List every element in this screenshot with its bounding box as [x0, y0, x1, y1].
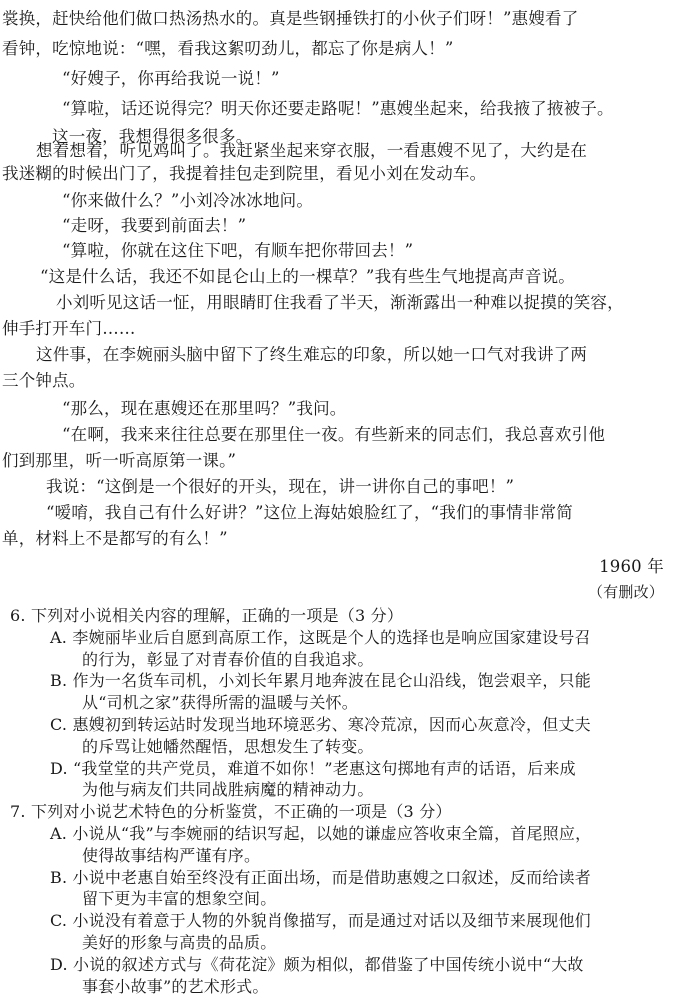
- passage-line: 三个钟点。: [2, 371, 86, 390]
- passage-line: 我迷糊的时候出门了，我提着挂包走到院里，看见小刘在发动车。: [2, 164, 487, 183]
- q7-option-c1: C. 小说没有着意于人物的外貌肖像描写，而是通过对话以及细节来展现他们: [50, 911, 591, 931]
- passage-line: 这一夜，我想得很多很多。: [52, 127, 253, 146]
- q7-option-d2: 事套小故事”的艺术形式。: [82, 976, 269, 996]
- q6-stem: 6. 下列对小说相关内容的理解，正确的一项是（3 分）: [10, 606, 404, 625]
- q6-option-d1: D. “我堂堂的共产党员，难道不如你！”老惠这句掷地有声的话语，后来成: [50, 758, 576, 778]
- q7-option-a1: A. 小说从“我”与李婉丽的结识写起，以她的谦虚应答收束全篇，首尾照应，: [50, 824, 592, 843]
- q7-option-b2: 留下更为丰富的想象空间。: [82, 889, 277, 909]
- passage-line: “走呀，我要到前面去！”: [62, 216, 247, 235]
- q7-option-d1: D. 小说的叙述方式与《荷花淀》颇为相似，都借鉴了中国传统小说中“大故: [50, 954, 584, 974]
- q6-option-c2: 的斥骂让她幡然醒悟，思想发生了转变。: [82, 736, 374, 756]
- passage-note: （有删改）: [587, 583, 664, 601]
- passage-line: 小刘听见这话一怔，用眼睛盯住我看了半天，渐渐露出一种难以捉摸的笑容，: [56, 293, 624, 312]
- passage-line: “嗳唷，我自己有什么好讲？”这位上海姑娘脸红了，“我们的事情非常简: [46, 503, 573, 522]
- passage-line: 我说：“这倒是一个很好的开头，现在，讲一讲你自己的事吧！”: [46, 477, 515, 496]
- q6-option-a2: 的行为，彰显了对青春价值的自我追求。: [82, 649, 374, 669]
- passage-line: 单，材料上不是都写的有么！”: [2, 529, 228, 548]
- passage-line: 伸手打开车门……: [2, 319, 136, 338]
- q6-option-b1: B. 作为一名货车司机，小刘长年累月地奔波在昆仑山沿线，饱尝艰辛，只能: [50, 671, 591, 691]
- passage-line: “这是什么话，我还不如昆仑山上的一棵草？”我有些生气地提高声音说。: [40, 267, 575, 286]
- passage-line: 这件事，在李婉丽头脑中留下了终生难忘的印象，所以她一口气对我讲了两: [36, 345, 588, 364]
- q6-option-a1: A. 李婉丽毕业后自愿到高原工作，这既是个人的选择也是响应国家建设号召: [50, 627, 591, 647]
- passage-line: 裳换，赶快给他们做口热汤热水的。真是些钢捶铁打的小伙子们呀！”惠嫂看了: [2, 9, 579, 28]
- passage-line: 想着想着，听见鸡叫了。我赶紧坐起来穿衣服，一看惠嫂不见了，大约是在: [36, 141, 588, 160]
- passage-line: “那么，现在惠嫂还在那里吗？”我问。: [62, 399, 347, 418]
- passage-line: “算啦，话还说得完？明天你还要走路呢！”惠嫂坐起来，给我掖了掖被子。: [62, 99, 614, 118]
- passage-line: “你来做什么？”小刘冷冰冰地问。: [62, 191, 314, 210]
- passage-line: 看钟，吃惊地说：“嘿，看我这絮叨劲儿，都忘了你是病人！”: [2, 39, 454, 58]
- q7-stem: 7. 下列对小说艺术特色的分析鉴赏，不正确的一项是（3 分）: [10, 802, 452, 822]
- q6-option-c1: C. 惠嫂初到转运站时发现当地环境恶劣、寒冷荒凉，因而心灰意冷，但丈夫: [50, 715, 591, 734]
- q6-option-b2: 从“司机之家”获得所需的温暖与关怀。: [82, 693, 358, 713]
- passage-year: 1960 年: [599, 557, 664, 576]
- passage-line: “在啊，我来来往往总要在那里住一夜。有些新来的同志们，我总喜欢引他: [62, 425, 606, 444]
- passage-line: “算啦，你就在这住下吧，有顺车把你带回去！”: [62, 241, 414, 260]
- q7-option-b1: B. 小说中老惠自始至终没有正面出场，而是借助惠嫂之口叙述，反而给读者: [50, 867, 591, 887]
- q7-option-c2: 美好的形象与高贵的品质。: [82, 933, 277, 952]
- passage-line: “好嫂子，你再给我说一说！”: [62, 69, 280, 88]
- passage-line: 们到那里，听一听高原第一课。”: [2, 451, 237, 470]
- q6-option-d2: 为他与病友们共同战胜病魔的精神动力。: [82, 780, 374, 800]
- q7-option-a2: 使得故事结构严谨有序。: [82, 845, 261, 865]
